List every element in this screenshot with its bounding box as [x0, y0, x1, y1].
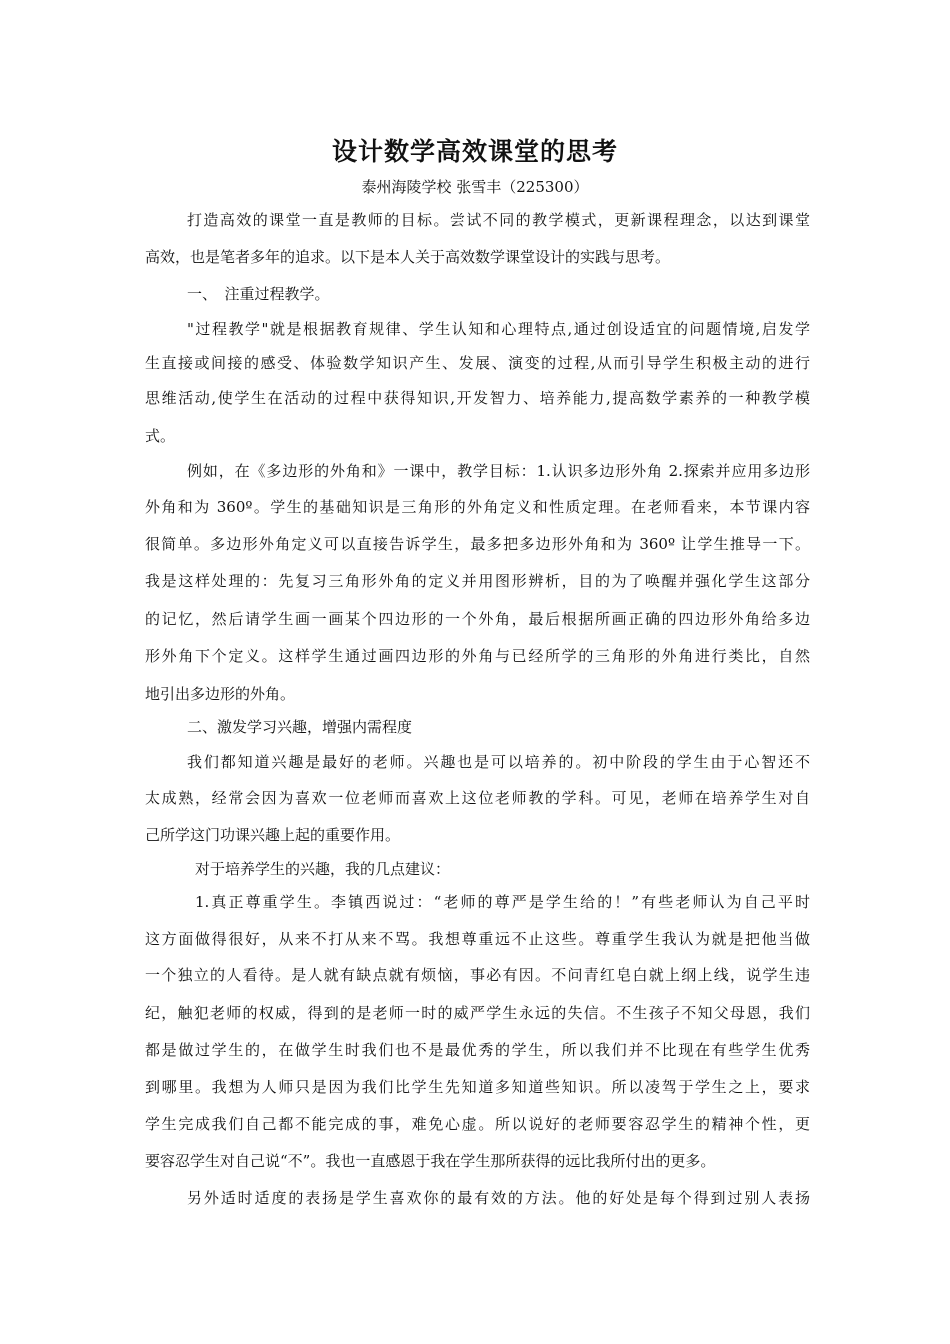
document-title: 设计数学高效课堂的思考 — [331, 137, 618, 166]
text-line: 另外适时适度的表扬是学生喜欢你的最有效的方法。他的好处是每个得到过别人表扬 — [187, 1189, 810, 1207]
text-line: 学生完成我们自己都不能完成的事，难免心虚。所以说好的老师要容忍学生的精神个性，更 — [145, 1115, 810, 1133]
text-line: 的记忆，然后请学生画一画某个四边形的一个外角，最后根据所画正确的四边形外角给多边 — [145, 610, 810, 628]
text-line: 式。 — [145, 427, 176, 445]
text-line: 1.真正尊重学生。李镇西说过：“老师的尊严是学生给的！”有些老师认为自己平时 — [195, 893, 810, 911]
text-line: 一个独立的人看待。是人就有缺点就有烦恼，事必有因。不问青红皂白就上纲上线，说学生违 — [145, 966, 810, 984]
text-line: "过程教学"就是根据教育规律、学生认知和心理特点,通过创设适宜的问题情境,启发学 — [187, 320, 810, 338]
text-line: 我是这样处理的：先复习三角形外角的定义并用图形辨析，目的为了唤醒并强化学生这部分 — [145, 572, 810, 590]
text-line: 很简单。多边形外角定义可以直接告诉学生，最多把多边形外角和为 360º 让学生推导一下。 — [145, 535, 810, 553]
text-line: 己所学这门功课兴趣上起的重要作用。 — [145, 826, 401, 844]
text-line: 都是做过学生的，在做学生时我们也不是最优秀的学生，所以我们并不比现在有些学生优秀 — [145, 1041, 810, 1059]
text-line: 打造高效的课堂一直是教师的目标。尝试不同的教学模式，更新课程理念，以达到课堂 — [187, 211, 810, 229]
text-line: 纪，触犯老师的权威，得到的是老师一时的威严学生永远的失信。不生孩子不知父母恩，我们 — [145, 1004, 810, 1022]
text-line: 地引出多边形的外角。 — [145, 685, 296, 703]
section-heading: 一、 注重过程教学。 — [187, 285, 330, 303]
text-line: 这方面做得很好，从来不打从来不骂。我想尊重远不止这些。尊重学生我认为就是把他当做 — [145, 930, 810, 948]
text-line: 高效，也是笔者多年的追求。以下是本人关于高效数学课堂设计的实践与思考。 — [145, 248, 671, 266]
text-line: 太成熟，经常会因为喜欢一位老师而喜欢上这位老师教的学科。可见，老师在培养学生对自 — [145, 789, 810, 807]
text-line: 我们都知道兴趣是最好的老师。兴趣也是可以培养的。初中阶段的学生由于心智还不 — [187, 753, 810, 771]
text-line: 生直接或间接的感受、体验数学知识产生、发展、演变的过程,从而引导学生积极主动的进行 — [145, 354, 810, 372]
section-heading: 二、激发学习兴趣，增强内需程度 — [187, 718, 413, 736]
text-line: 形外角下个定义。这样学生通过画四边形的外角与已经所学的三角形的外角进行类比，自然 — [145, 647, 810, 665]
text-line: 外角和为 360º。学生的基础知识是三角形的外角定义和性质定理。在老师看来，本节课内容 — [145, 498, 810, 516]
text-line: 对于培养学生的兴趣，我的几点建议： — [195, 860, 451, 878]
text-line: 例如，在《多边形的外角和》一课中，教学目标：1.认识多边形外角 2.探索并应用多边形 — [187, 462, 810, 480]
text-line: 到哪里。我想为人师只是因为我们比学生先知道多知道些知识。所以凌驾于学生之上，要求 — [145, 1078, 810, 1096]
author-line: 泰州海陵学校 张雪丰（225300） — [361, 178, 589, 196]
text-line: 思维活动,使学生在活动的过程中获得知识,开发智力、培养能力,提高数学素养的一种教学模 — [145, 389, 810, 407]
text-line: 要容忍学生对自己说“不”。我也一直感恩于我在学生那所获得的远比我所付出的更多。 — [145, 1152, 716, 1170]
